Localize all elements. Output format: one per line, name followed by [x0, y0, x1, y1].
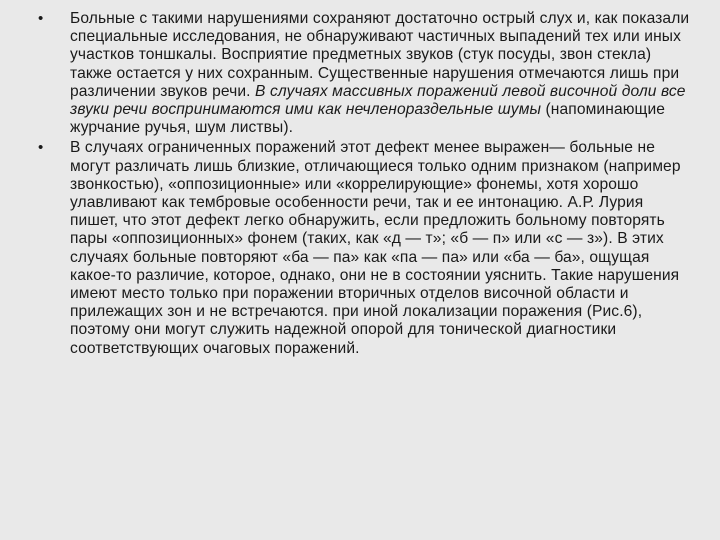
bullet-marker: •	[38, 139, 44, 157]
bullet-1-tail-text: (напоминающие журчание ручья, шум листвы).	[70, 101, 666, 137]
bullet-marker: •	[38, 10, 44, 27]
bullet-1-text: Больные с такими нарушениями сохраняют достаточно острый слух и, как показали специальные исследования, не обнаруживают частичных выпадений тех или иных участков тоншкалы. Восприятие предметных звуков (стук посуды, звон стекла) также остается у них сохранным. Существенные нарушения отмечаются лишь при различении звуков речи.	[70, 10, 690, 100]
bullet-1-italic-text: В случаях массивных поражений левой височной доли все звуки речи воспринимаются ими как нечленораздельные шумы	[70, 82, 686, 119]
bullet-item-2	[38, 139, 690, 357]
bullet-list	[38, 10, 690, 360]
bullet-2-text: В случаях ограниченных поражений этот дефект менее выражен— больные не могут различать лишь близкие, отличающиеся только одним признаком (например звонкостью), «оппозиционные» или «коррелирующие» фонемы, хотя хорошо улавливают как тембровые особенности речи, так и ее интонацию. А.Р. Лурия пишет, что этот дефект легко обнаружить, если предложить больному повторять пары «оппозиционных» фонем (таких, как «д — т»; «б — п» или «с — з»). В этих случаях больные повторяют «ба — па» как «па — па» или «ба — ба», ощущая какое-то различие, которое, однако, они не в состоянии уяснить. Такие нарушения имеют место только при поражении вторичных отделов височной области и прилежащих зон и не встречаются. при иной локализации поражения (Рис.6), поэтому они могут служить надежной опорой для тонической диагностики соответствующих очаговых поражений.	[70, 139, 681, 357]
bullet-item-1	[38, 10, 690, 137]
